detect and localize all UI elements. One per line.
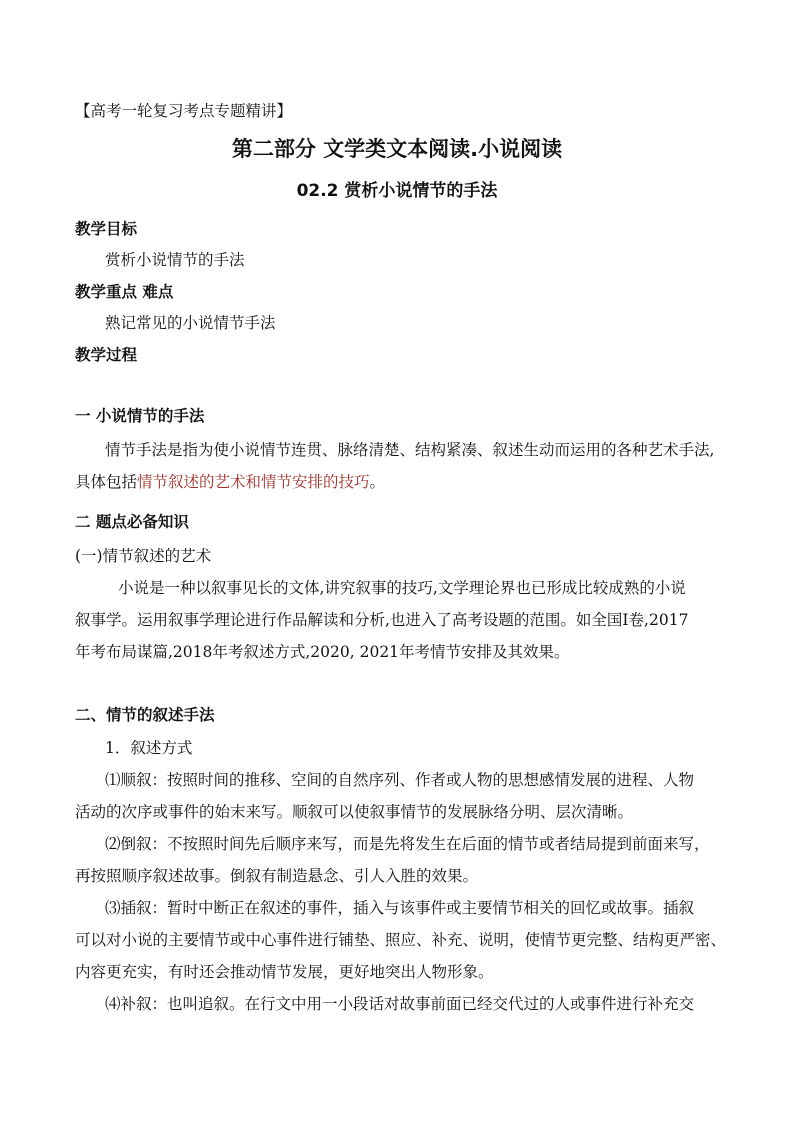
item-1-line-1: ⑴顺叙：按照时间的推移、空间的自然序列、作者或人物的思想感情发展的进程、人物 [105,771,695,789]
text-suffix: 。 [369,473,386,491]
goal-text: 赏析小说情节的手法 [105,251,245,269]
section-2-paragraph-line-1: 小说是一种以叙事见长的文体,讲究叙事的技巧,文学理论界也已形成比较成熟的小说 [118,579,686,597]
section-2-subheading: (一)情节叙述的艺术 [75,547,212,565]
section-2-paragraph-line-2: 叙事学。运用叙事学理论进行作品解读和分析,也进入了高考设题的范围。如全国Ⅰ卷,2017 [75,611,689,629]
section-3-heading: 二、情节的叙述手法 [75,706,215,724]
text-prefix: 具体包括 [75,473,138,491]
page-subtitle: 02.2 赏析小说情节的手法 [296,181,498,201]
header-tag: 【高考一轮复习考点专题精讲】 [75,102,293,120]
goal-heading: 教学目标 [75,220,138,238]
item-3-line-2: 可以对小说的主要情节或中心事件进行铺垫、照应、补充、说明，使情节更完整、结构更严密、 [75,931,727,949]
section-1-paragraph-line-1: 情节手法是指为使小说情节连贯、脉络清楚、结构紧凑、叙述生动而运用的各种艺术手法, [105,441,715,459]
key-heading: 教学重点 难点 [75,283,174,301]
item-3-line-1: ⑶插叙：暂时中断正在叙述的事件，插入与该事件或主要情节相关的回忆或故事。插叙 [105,899,695,917]
item-2-line-2: 再按照顺序叙述故事。倒叙有制造悬念、引人入胜的效果。 [75,867,479,885]
item-3-line-3: 内容更充实，有时还会推动情节发展，更好地突出人物形象。 [75,963,494,981]
item-4-line-1: ⑷补叙：也叫追叙。在行文中用一小段话对故事前面已经交代过的人或事件进行补充交 [105,995,695,1013]
key-text: 熟记常见的小说情节手法 [105,314,276,332]
item-2-line-1: ⑵倒叙：不按照时间先后顺序来写，而是先将发生在后面的情节或者结局提到前面来写， [105,835,710,853]
section-2-paragraph-line-3: 年考布局谋篇,2018年考叙述方式,2020, 2021年考情节安排及其效果。 [75,643,570,661]
section-1-heading: 一 小说情节的手法 [75,407,205,425]
process-heading: 教学过程 [75,346,138,364]
section-2-heading: 二 题点必备知识 [75,513,189,531]
highlighted-text: 情节叙述的艺术和情节安排的技巧 [137,473,370,491]
section-1-paragraph-line-2 [75,472,385,492]
item-1-line-2: 活动的次序或事件的始末来写。顺叙可以使叙事情节的发展脉络分明、层次清晰。 [75,803,634,821]
page-title: 第二部分 文学类文本阅读.小说阅读 [231,137,563,161]
section-3-subheading: 1．叙述方式 [105,739,193,757]
